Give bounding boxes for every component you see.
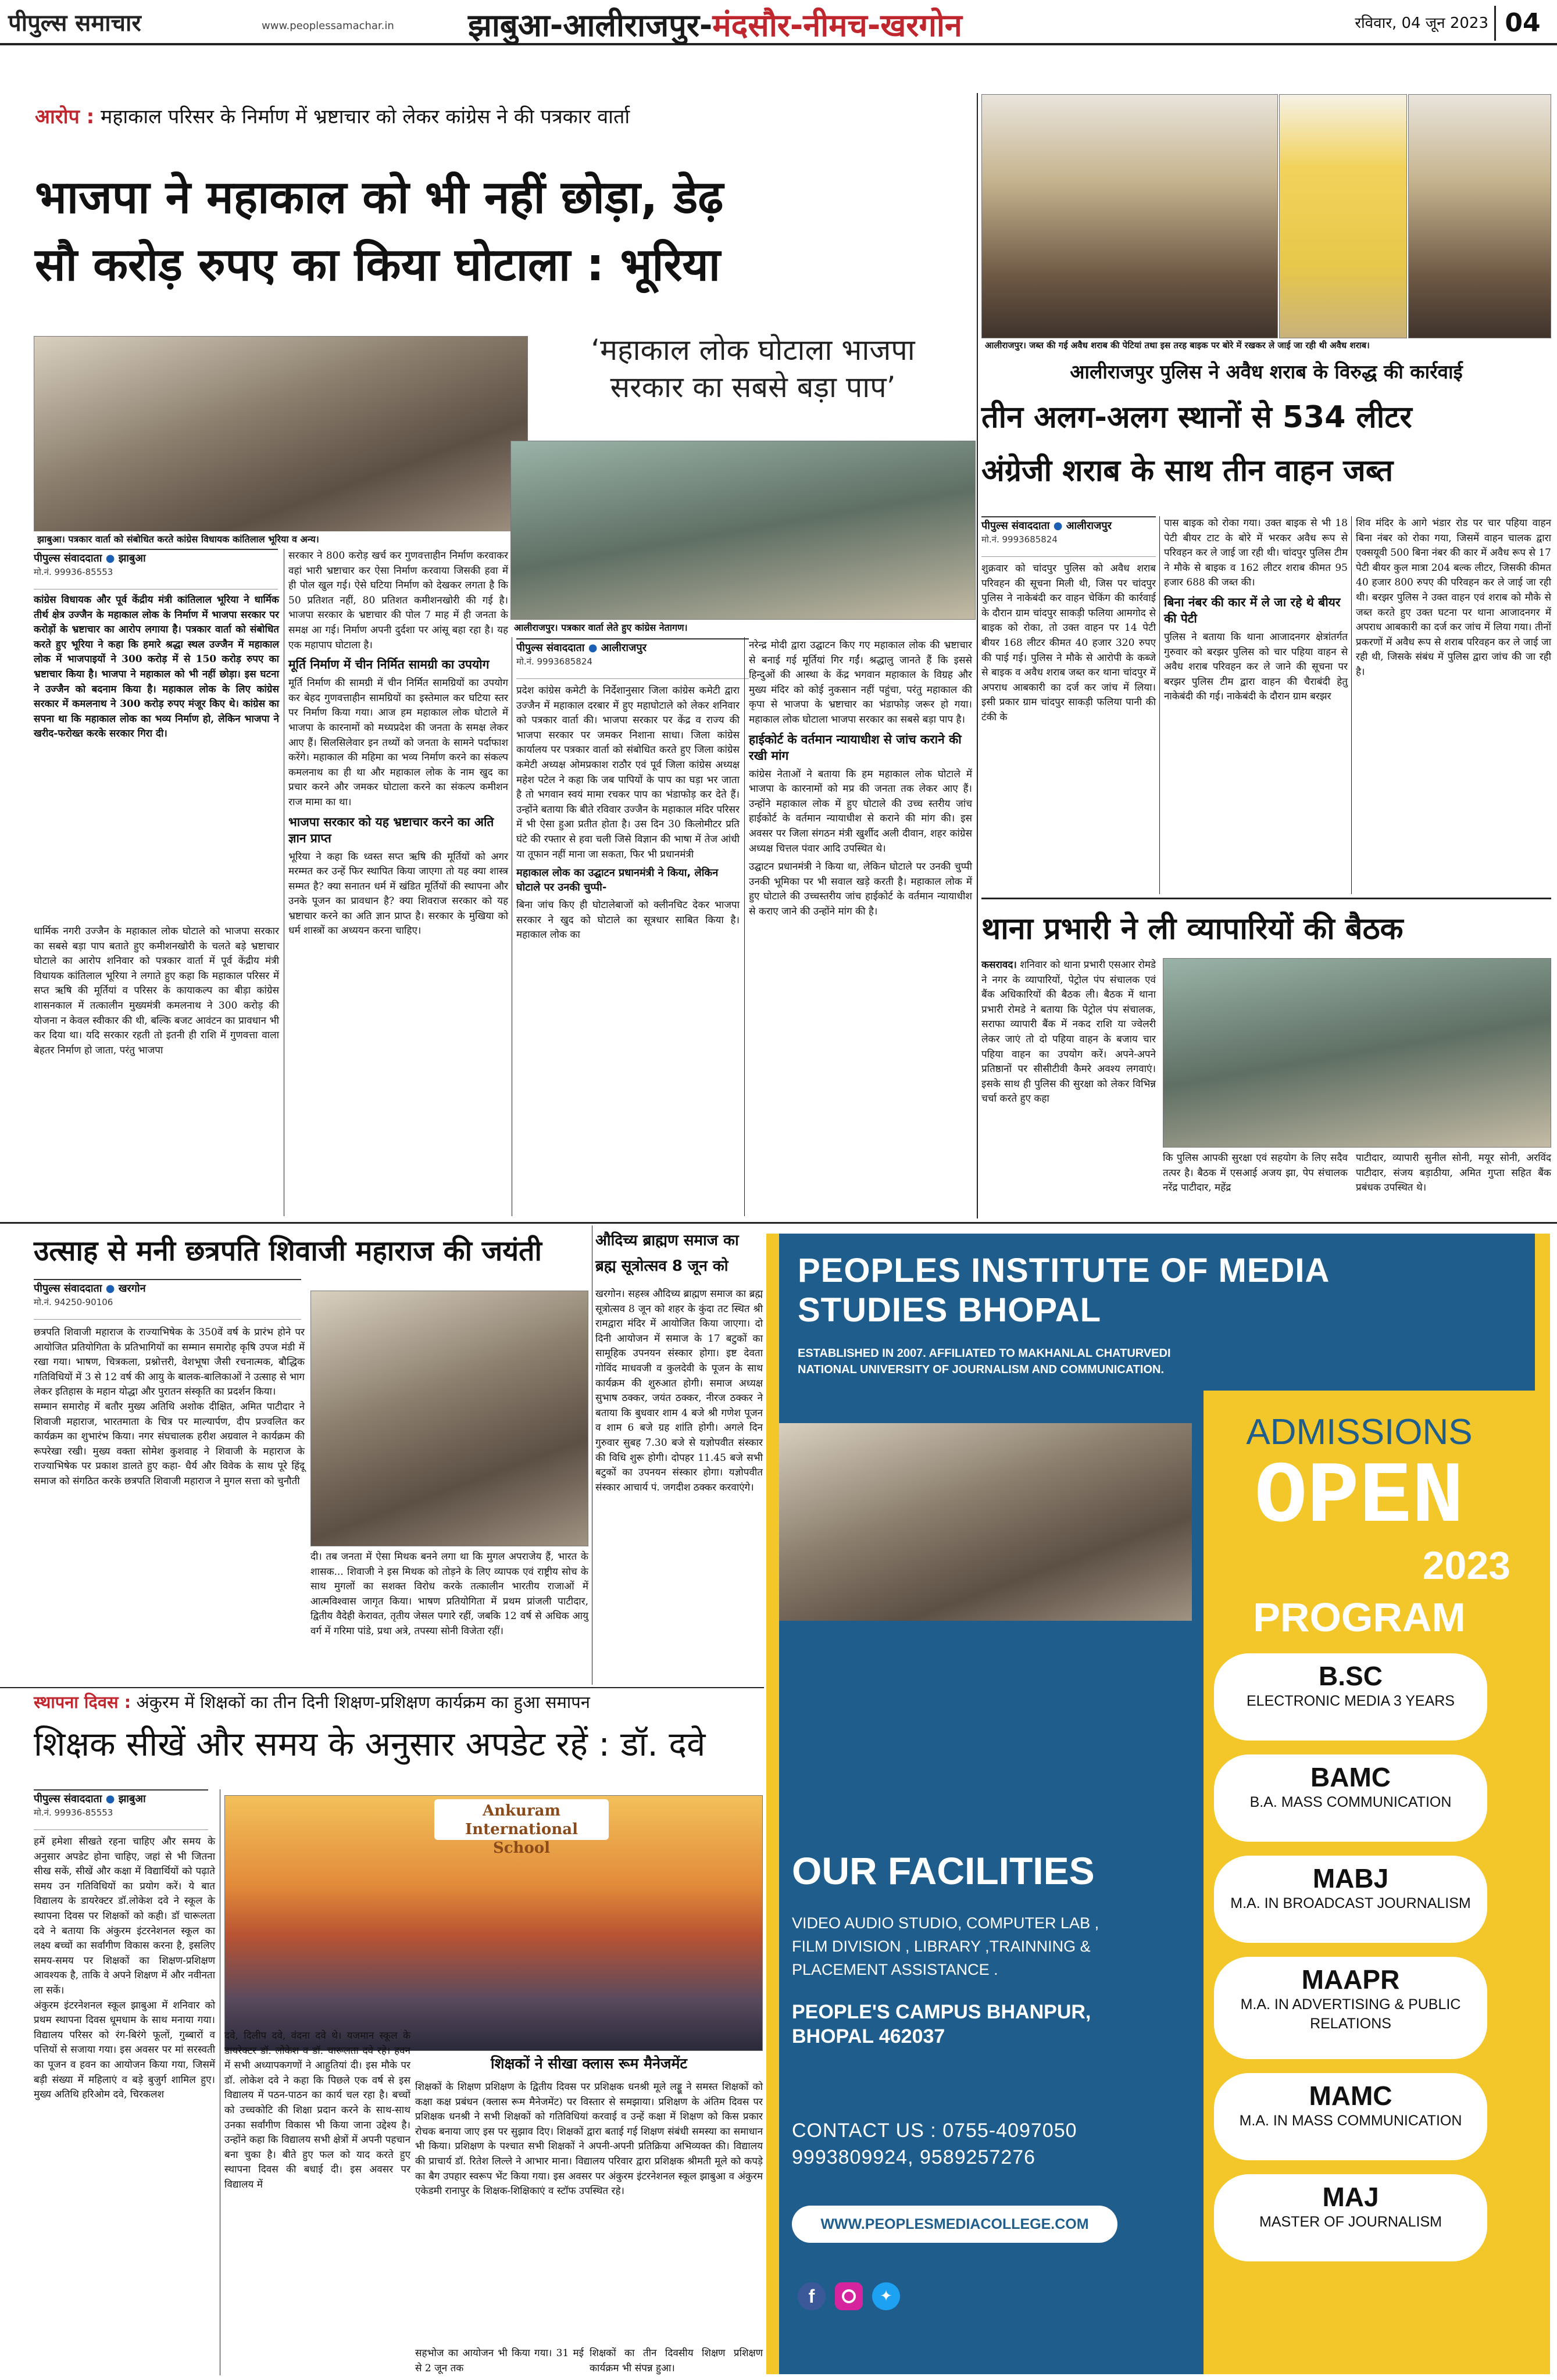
ad-address: PEOPLE'S CAMPUS BHANPUR, BHOPAL 462037 [792, 2001, 1091, 2047]
ad-facilities: VIDEO AUDIO STUDIO, COMPUTER LAB , FILM DIVISION , LIBRARY ,TRAINNING & PLACEMENT ASSISTANCE . [792, 1914, 1099, 1978]
story5-body: खरगोन। सहस्त्र औदिच्य ब्राह्मण समाज का ब्रह्म सूत्रोत्सव 8 जून को शहर के कुंदा तट स्थित श्री रामद्वारा मंदिर में आयोजित किया जाएगा। दो दिनी आयोजन में समाज के 17 बटुकों का सामूहिक उपनयन संस्कार होगा। इष्ट देवता गोविंद माधवजी व कुलदेवी के पूजन के साथ कार्यक्रम की शुरुआत होगी। समाज अध्यक्ष सुभाष ठक्कर, जयंत ठक्कर, नीरज ठक्कर ने बताया कि बुधवार शाम 4 बजे श्री गणेश पूजन व शाम 6 बजे ग्रह शांति होगी। अगले दिन गुरुवार सुबह 7.30 बजे से यज्ञोपवीत संस्कार की विधि शुरू होगी। दोपहर 11.45 बजे सभी बटुकों का उपनयन संस्कार होगा। यज्ञोपवीत संस्कार आचार्य पं. जगदीश ठक्कर करवाएंगे। [595, 1288, 763, 1493]
ad-title: PEOPLES INSTITUTE OF MEDIA STUDIES BHOPAL [798, 1252, 1330, 1329]
story6-col2: दवे, दिलीप दवे, वंदना दवे थे। यजमान स्कूल के डायरेक्टर डॉ. लोकेश व डॉ. चारूलता दवे रहे। हवन में सभी अध्यापकगणों ने आहुतियां दी। इस मौके पर डॉ. लोकेश दवे ने कहा कि पिछले एक वर्ष से इस विद्यालय में पठन-पाठन का कार्य चल रहा है। बच्चों को उच्चकोटि की शिक्षा प्रदान करने के साथ-साथ उनका सर्वांगीण विकास भी किया जाना उद्देश्य है। उन्होंने कहा कि विद्यालय सभी क्षेत्रों में अपनी पहचान बना चुका है। बीते हुए फल को याद करते हुए स्थापना दिवस की बधाई दी। इस अवसर पर विद्यालय में [224, 2030, 410, 2190]
story2-photo-boxes [981, 94, 1278, 338]
story1-photo1 [34, 336, 528, 534]
story3-photo [1163, 958, 1551, 1148]
program-bsc: B.SC ELECTRONIC MEDIA 3 YEARS [1214, 1653, 1487, 1741]
story1-col4: नरेन्द्र मोदी द्वारा उद्घाटन किए गए महाकाल लोक की भ्रष्टाचार से बनाई गई मूर्तियां गिर गईं। श्रद्धालु जानते हैं कि इससे हिन्दुओं की आस्था के केंद्र भगवान महाकाल के विग्रह और मुख्य मंदिर को कोई नुकसान नहीं पहुंचा, परंतु महाकाल की कृपा से भाजपा के भ्रष्टाचार का भंडाफोड़ जरूर हो गया। महाकाल लोक घोटाला भाजपा सरकार का सबसे बड़ा पाप है। हाईकोर्ट के वर्तमान न्यायाधीश से जांच कराने की रखी मांग कांग्रेस नेताओं ने बताया कि हम महाकाल लोक घोटाले में भाजपा के कारनामों को मप्र की जनता तक लेकर आए हैं। उन्होंने महाकाल लोक में हुए घोटाले की उच्च स्तरीय जांच हाईकोर्ट के वर्तमान न्यायाधीश से कराने की मांग की। इस अवसर पर जिला संगठन मंत्री खुर्शीद अली दीवान, शहर कांग्रेस अध्यक्ष चित्तल पंवार आदि उपस्थित थे। उद्घाटन प्रधानमंत्री ने किया था, लेकिन घोटाले पर उनकी चुप्पी उनकी भूमिका पर भी सवाल खड़े करती है। महाकाल लोक में हुए घोटाले की उच्चस्तरीय जांच हाईकोर्ट के वर्तमान न्यायाधीश से कराए जाने की उन्होंने मांग की है। [749, 639, 972, 917]
program-maj: MAJ MASTER OF JOURNALISM [1214, 2174, 1487, 2261]
program-mamc: MAMC M.A. IN MASS COMMUNICATION [1214, 2073, 1487, 2160]
story1-col2: सरकार ने 800 करोड़ खर्च कर गुणवत्ताहीन निर्माण करवाकर वहां भारी भ्रष्टाचार कर ऐसा निर्माण करवाया जिसकी हवा में ही पोल खुल गई। ऐसे घटिया निर्माण को देखकर लगता है कि 50 प्रतिशत नहीं, 80 प्रतिशत कमीशनखोरी की गई है। भाजपा सरकार के भ्रष्टाचार की पोल 7 माह में ही जनता के समक्ष आ गई। निर्माण अपनी दुर्दशा पर आंसू बहा रहा है। यह एक महापाप घोटाला है। मूर्ति निर्माण में चीन निर्मित सामग्री का उपयोग मूर्ति निर्माण की सामग्री में चीन निर्मित सामग्रियों का उपयोग कर बेहद गुणवत्ताहीन सामग्रियों का इस्तेमाल कर घटिया स्तर पर निर्माण किया गया। आज हम महाकाल लोक घोटाले में भाजपा के कारनामों को मध्यप्रदेश की जनता के समक्ष लेकर आए हैं। सिलसिलेवार इन तथ्यों को जनता के सामने पर्दाफाश करेंगे। महाकाल की महिमा का भव्य निर्माण करने का संकल्प कमलनाथ का ही था और महाकाल लोक के नाम खुद का प्रचार करने और जमकर घोटाला करने का संकल्प कमीशन राज मामा का था। भाजपा सरकार को यह भ्रष्टाचार करने का अति ज्ञान प्राप्त भूरिया ने कहा कि ध्वस्त सप्त ऋषि की मूर्तियों को अगर मरम्मत कर उन्हें फिर स्थापित किया जाएगा तो यह क्या शास्त्र सम्मत है? क्या सनातन धर्म में खंडित मूर्तियों की स्थापना और उनके पूजन का प्रावधान है? क्या शिवराज सरकार को यह भ्रष्टाचार करने का अति ज्ञान प्राप्त है। सरकार के मुखिया को धर्म शास्त्रों का अध्ययन करना चाहिए। [288, 550, 508, 937]
story1-quote: ‘महाकाल लोक घोटाला भाजपा सरकार का सबसे बड़ा पाप’ [591, 333, 915, 404]
program-mabj: MABJ M.A. IN BROADCAST JOURNALISM [1214, 1856, 1487, 1943]
story2-col2: पास बाइक को रोका गया। उक्त बाइक से भी 18 पेटी बीयर टाट के बोरे में भरकर अवैध रूप से परिवहन कर ले जाई जा रही थी। चांदपुर पुलिस टीम ने मौके से बाइक व 162 लीटर शराब कीमत 95 हजार 688 की जब्त की। बिना नंबर की कार में ले जा रहे थे बीयर की पेटी पुलिस ने बताया कि थाना आजादनगर क्षेत्रांतर्गत गुरुवार को बरझर पुलिस को चार पहिया वाहन से अवैध शराब परिवहन कर ले जाने की सूचना पर बरझर पुलिस टीम द्वारा वाहन की चैराबंदी हेतु नाकेबंदी की गई। नाकेबंदी के दौरान ग्राम बरझर [1164, 517, 1348, 703]
masthead [0, 0, 1557, 45]
story4-headline: उत्साह से मनी छत्रपति शिवाजी महाराज की जयंती [34, 1235, 542, 1267]
story4-col1: छत्रपति शिवाजी महाराज के राज्याभिषेक के 350वें वर्ष के प्रारंभ होने पर आयोजित प्रतियोगिता के प्रतिभागियों का सम्मान समारोह कृषि उपज मंडी में रखा गया। भाषण, चित्रकला, प्रश्नोत्तरी, वेशभूषा जैसी रचनात्मक, बौद्धिक गतिविधियों में 3 से 12 वर्ष की आयु के बालक-बालिकाओं ने उत्साह से भाग लेकर इतिहास के महान योद्धा और पुरातन संस्कृति का प्रदर्शन किया। सम्मान समारोह में बतौर मुख्य अतिथि अशोक दीक्षित, अमित पाटीदार ने शिवाजी महाराज, भारतमाता के चित्र पर माल्यार्पण, दीप प्रज्वलित कर कार्यक्रम का शुभारंभ किया। नगर संघचालक हरीश अग्रवाल ने कार्यक्रम की रूपरेखा रखी। मुख्य वक्ता सोमेश कुशवाह ने शिवाजी के महाराज के राज्याभिषेक पर प्रकाश डालते हुए कहा- धैर्य और विवेक के साथ पूरे हिंदू समाज को संगठित करके छत्रपति शिवाजी महाराज ने मुगल सत्ता को चुनौती [34, 1327, 305, 1487]
story1-col3: प्रदेश कांग्रेस कमेटी के निर्देशानुसार जिला कांग्रेस कमेटी द्वारा उज्जैन में महाकाल दरबार में हुए महाघोटाले को लेकर शनिवार को पत्रकार वार्ता की। भाजपा सरकार पर केंद्र व राज्य की भाजपा सरकार पर जमकर निशाना साधा। जिला कांग्रेस कार्यालय पर पत्रकार वार्ता को संबोधित करते हुए जिला कांग्रेस कमेटी अध्यक्ष ओमप्रकाश राठौर एवं पूर्व जिला कांग्रेस अध्यक्ष महेश पटेल ने कहा कि जब पापियों के पाप का घड़ा भर जाता है तो भगवान स्वयं मामा रचकर पाप का भंडाफोड़ कर देते हैं। उन्होंने बताया कि बीते रविवार उज्जैन के महाकाल मंदिर परिसर में भी ऐसा हुआ प्रतीत होता है। उस दिन 30 किलोमीटर प्रति घंटे की रफ्तार से हवा चली जिसे विज्ञान की भाषा में तेज आंधी या तूफान नहीं माना जा सकता, फिर भी प्रधानमंत्री महाकाल लोक का उद्घाटन प्रधानमंत्री ने किया, लेकिन घोटाले पर उनकी चुप्पी- बिना जांच किए ही घोटालेबाजों को क्लीनचिट देकर भाजपा सरकार ने खुद को घोटाले का सूत्रधार साबित किया है। महाकाल लोक का [516, 685, 740, 941]
story2-kicker: आलीराजपुर पुलिस ने अवैध शराब के विरुद्ध की कार्रवाई [1070, 360, 1463, 383]
story1-byline1: पीपुल्स संवाददाता ● झाबुआ मो.नं. 99936-85553 [34, 549, 278, 589]
website-text: www.peoplessamachar.in [262, 20, 394, 32]
story6-headline: शिक्षक सीखें और समय के अनुसार अपडेट रहें : डॉ. दवे [34, 1724, 706, 1764]
school-banner: Ankuram International School [434, 1799, 609, 1840]
story1-byline2: पीपुल्स संवाददाता ● आलीराजपुर मो.नं. 9993685824 [516, 638, 749, 679]
twitter-icon[interactable]: ✦ [872, 2282, 900, 2310]
story1-photo2 [510, 441, 976, 620]
story6-col1: हमें हमेशा सीखते रहना चाहिए और समय के अनुसार अपडेट होना चाहिए, जहां से भी जितना सीख सकें, सीखें और कक्षा में विद्यार्थियों को पढ़ाते समय उन गतिविधियों का प्रयोग करें। ये बात विद्यालय के डायरेक्टर डॉ.लोकेश दवे ने स्कूल के स्थापना दिवस पर शिक्षकों को कही। डॉ चारूलता दवे ने बताया कि अंकुरम इंटरनेशनल स्कूल का लक्ष्य बच्चों का सर्वांगीण विकास करना है, इसलिए समय-समय पर शिक्षकों का शिक्षण-प्रशिक्षण आवश्यक है, ताकि वे अपने शिक्षण में और नवीनता ला सकें। अंकुरम इंटरनेशनल स्कूल झाबुआ में शनिवार को प्रथम स्थापना दिवस धूमधाम के साथ मनाया गया। विद्यालय परिसर को रंग-बिरंगे फूलों, गुब्बारों व पत्तियों से सजाया गया। इस अवसर पर मां सरस्वती का पूजन व हवन का आयोजन किया गया, जिसमें बड़ी संख्या में महिलाएं व बड़े बुजुर्ग शामिल हुए। मुख्य अतिथि हरिओम दवे, चिरकलश [34, 1836, 215, 2101]
story4-col2: दी। तब जनता में ऐसा मिथक बनने लगा था कि मुगल अपराजेय हैं, भारत के शासक... शिवाजी ने इस मिथक को तोड़ने के लिए व्यापक एवं राष्ट्रीय सोच के साथ मुगलों का सशक्त विरोध करके तत्कालीन भारतीय राजाओं में आत्मविश्वास जागृत किया। भाषण प्रतियोगिता में प्रथम प्रांजली पाटीदार, द्वितीय वैदेही केरावत, तृतीय जेसल पगारे रहीं, जबकि 12 वर्ष से अधिक आयु वर्ग में गरिमा पांडे, प्रथा अत्रे, तपस्या सोनी विजेता रहीं। [310, 1551, 588, 1637]
brand-logo: पीपुल्स समाचार [8, 10, 141, 37]
story4-photo [310, 1291, 588, 1546]
story4-byline: पीपुल्स संवाददाता ● खरगोन मो.नं. 94250-90106 [34, 1279, 301, 1320]
story2-photo-door [1279, 94, 1407, 338]
story2-photo-bike [1408, 94, 1551, 338]
story6-byline: पीपुल्स संवाददाता ● झाबुआ मो.नं. 99936-85553 [34, 1789, 208, 1830]
issue-date: रविवार, 04 जून 2023 [1355, 15, 1488, 32]
story1-headline: भाजपा ने महाकाल को भी नहीं छोड़ा, डेढ़ सौ करोड़ रुपए का किया घोटाला : भूरिया [35, 171, 724, 291]
ad-website[interactable]: WWW.PEOPLESMEDIACOLLEGE.COM [792, 2206, 1117, 2243]
ad-students-photo [779, 1423, 1192, 1621]
ad-open: OPEN [1254, 1449, 1465, 1548]
ad-established: ESTABLISHED IN 2007. AFFILIATED TO MAKHANLAL CHATURVEDI NATIONAL UNIVERSITY OF JOURNALISM AND COMMUNICATION. [798, 1347, 1171, 1376]
story6-photo [224, 1795, 763, 2051]
story2-col1: शुक्रवार को चांदपुर पुलिस को अवैध शराब परिवहन की सूचना मिली थी, जिस पर चांदपुर पुलिस ने नाकेबंदी कर वाहन चेकिंग की कार्रवाई के दौरान ग्राम चांदपुर साकड़ी फलिया आमगोद से बाइक को रोका, तो उक्त वाहन पर 14 पेटी बीयर 168 लीटर कीमत 40 हजार 320 रुपए की पाई गई। पुलिस ने मौके से आरोपी के कब्जे से बाइक व अवैध शराब जब्त कर थाना चांदपुर में अपराध आबकारी का दर्ज कर जांच में लिया। इसी प्रकार ग्राम चांदपुर साकड़ी फलिया पानी की टंकी के [981, 563, 1156, 723]
facebook-icon[interactable]: f [798, 2282, 826, 2310]
story3-col3: पाटीदार, व्यापारी सुनील सोनी, मयूर सोनी, अरविंद पाटीदार, संजय बड़ाठीया, अमित गुप्ता सहित बैंक प्रबंधक उपस्थित थे। [1356, 1152, 1551, 1194]
story1-lead: कांग्रेस विधायक और पूर्व केंद्रीय मंत्री कांतिलाल भूरिया ने धार्मिक तीर्थ क्षेत्र उज्जैन के महाकाल लोक के निर्माण में भाजपा सरकार पर करोड़ों के भ्रष्टाचार का आरोप लगाया है। पत्रकार वार्ता को संबोधित करते हुए भूरिया ने कहा कि हमारे श्रद्धा स्थल उज्जैन में महाकाल लोक में भाजपाइयों ने 300 करोड़ में से 150 करोड़ रुपए का भ्रष्टाचार किया है। भाजपा ने महाकाल को भी नहीं छोड़ा। इस घटना ने उज्जैन को बदनाम किया है। महाकाल लोक के लिए कांग्रेस सरकार में कमलनाथ ने 300 करोड़ रुपए मंजूर किए थे। कांग्रेस का सपना था कि महाकाल लोक का भव्य निर्माण हो, लेकिन भाजपा ने खरीद-फरोख्त करके सरकार गिरा दी। [34, 594, 279, 740]
story3-col1: कसरावद। शनिवार को थाना प्रभारी एसआर रोमडे ने नगर के व्यापारियों, पेट्रोल पंप संचालक एवं बैंक अधिकारियों की बैठक ली। बैठक में थाना प्रभारी रोमडे ने बताया कि पेट्रोल पंप संचालक, सराफा व्यापारी बैंक में नकद राशि या ज्वेलरी लेकर जाएं तो दो पहिया वाहन के बजाय चार पहिया वाहन का उपयोग करें। अपने-अपने प्रतिष्ठानों पर सीसीटीवी कैमरे अवश्य लगवाएं। इसके साथ ही पुलिस की सुरक्षा को लेकर विभिन्न चर्चा करते हुए कहा [981, 959, 1156, 1105]
ad-facilities-title: OUR FACILITIES [792, 1849, 1095, 1892]
story3-headline: थाना प्रभारी ने ली व्यापारियों की बैठक [981, 912, 1404, 946]
instagram-icon[interactable] [835, 2282, 863, 2310]
program-bamc: BAMC B.A. MASS COMMUNICATION [1214, 1754, 1487, 1842]
ad-contact: CONTACT US : 0755-4097050 9993809924, 9589257276 [792, 2120, 1077, 2168]
story2-col3: शिव मंदिर के आगे भंडार रोड पर चार पहिया वाहन बिना नंबर को रोका गया, जिसमें वाहन चालक द्वारा एक्सयूवी 500 बिना नंबर की कार में अवैध रूप से 17 पेटी बीयर कुल मात्रा 204 बल्क लीटर, जिसकी कीमत 40 हजार 800 रुपए की परिवहन कर ले जाई जा रही थी। बरझर पुलिस ने उक्त वाहन एवं शराब को मौके से जब्त करते हुए उक्त घटना पर थाना आजादनगर में अपराध आबकारी का दर्ज कर जांच में लिया गया। तीनों प्रकरणों में अवैध रूप से शराब परिवहन कर ले जाई जा रही थी, जिसके संबंध में पुलिस द्वारा जांच की जा रही है। [1356, 517, 1551, 678]
story2-byline: पीपुल्स संवाददाता ● आलीराजपुर मो.नं. 9993685824 [981, 516, 1156, 557]
ad-program-label: PROGRAM [1253, 1595, 1466, 1640]
ad-admissions: ADMISSIONS [1246, 1412, 1473, 1452]
story1-photo1-caption: झाबुआ। पत्रकार वार्ता को संबोधित करते कांग्रेस विधायक कांतिलाल भूरिया व अन्य। [34, 531, 528, 546]
page-number: 04 [1494, 6, 1549, 41]
story2-photo-caption: आलीराजपुर। जब्त की गई अवैध शराब की पेटियां तथा इस तरह बाइक पर बोरे में रखकर ले जाई जा रही थी अवैध शराब। [981, 338, 1551, 352]
story6-tail1: सहभोज का आयोजन भी किया गया। 31 मई से 2 जून तक [415, 2347, 584, 2374]
media-institute-ad [766, 1234, 1550, 2374]
story6-col3: शिक्षकों के शिक्षण प्रशिक्षण के द्वितीय दिवस पर प्रशिक्षक धनश्री मूले लड्डू ने समस्त शिक्षकों को कक्षा कक्ष प्रबंधन (क्लास रूम मैनेजमेंट) पर विस्तार से समझाया। प्रशिक्षण के अंतिम दिवस पर प्रशिक्षक धनश्री ने सभी शिक्षकों को गतिविधियां करवाई व उन्हें कक्षा में शिक्षण को किस प्रकार रोचक बनाया जाए इस पर सुझाव दिए। शिक्षकों द्वारा बताई गई शिक्षण संबंधी समस्या का समाधान भी किया। प्रशिक्षण के पश्चात सभी शिक्षकों ने अपनी-अपनी प्रतिक्रिया अभिव्यक्त की। विद्यालय की प्राचार्य डॉ. रितेश लिल्ले ने आभार माना। विद्यालय परिवार द्वारा प्रशिक्षक श्रीमती मूले को कपड़े का बैग उपहार स्वरूप भेंट किया गया। इस अवसर पर अंकुरम इंटरनेशनल स्कूल झाबुआ व अंकुरम एकेडमी रानापुर के शिक्षक-शिक्षिकाएं व स्टॉफ उपस्थित रहे। [415, 2081, 763, 2197]
story2-headline: तीन अलग-अलग स्थानों से 534 लीटर अंग्रेजी शराब के साथ तीन वाहन जब्त [981, 400, 1412, 488]
story1-kicker: आरोप : महाकाल परिसर के निर्माण में भ्रष्टाचार को लेकर कांग्रेस ने की पत्रकार वार्ता [35, 105, 630, 128]
story5-headline: औदिच्य ब्राह्मण समाज का ब्रह्म सूत्रोत्सव 8 जून को [595, 1232, 739, 1275]
ad-year: 2023 [1422, 1543, 1510, 1588]
story6-kicker: स्थापना दिवस : अंकुरम में शिक्षकों का तीन दिनी शिक्षण-प्रशिक्षण कार्यक्रम का हुआ समापन [34, 1692, 590, 1712]
program-maapr: MAAPR M.A. IN ADVERTISING & PUBLIC RELATIONS [1214, 1957, 1487, 2059]
story6-photo-caption: शिक्षकों ने सीखा क्लास रूम मैनेजमेंट [490, 2055, 688, 2072]
story1-col1: धार्मिक नगरी उज्जैन के महाकाल लोक घोटाले को भाजपा सरकार का सबसे बड़ा पाप बताते हुए कमीशनखोरी के चलते बड़े भ्रष्टाचार घोटाले का आरोप शनिवार को पत्रकार वार्ता में पूर्व केंद्रीय मंत्री विधायक कांतिलाल भूरिया ने लगाते हुए कहा कि महाकाल परिसर में सप्त ऋषि की मूर्तियां व परिसर के कायाकल्प का बीड़ा कांग्रेस शासनकाल में तत्कालीन मुख्यमंत्री कमलनाथ ने 300 करोड़ की योजना न केवल स्वीकार की थी, बल्कि बजट आवंटन का प्रावधान भी कर दिया था। यदि सरकार रहती तो इतनी ही राशि में गुणवत्ता वाला बेहतर निर्माण हो जाता, परंतु भाजपा [34, 925, 279, 1056]
story6-tail2: शिक्षकों का तीन दिवसीय शिक्षण प्रशिक्षण कार्यक्रम भी संपन्न हुआ। [590, 2347, 763, 2374]
region-title: झाबुआ-आलीराजपुर-मंदसौर-नीमच-खरगोन [468, 7, 962, 44]
story3-col2: कि पुलिस आपकी सुरक्षा एवं सहयोग के लिए सदैव तत्पर है। बैठक में एसआई अजय झा, पेप संचालक नरेंद्र पाटीदार, महेंद्र [1163, 1152, 1348, 1194]
story1-photo2-caption: आलीराजपुर। पत्रकार वार्ता लेते हुए कांग्रेस नेतागण। [510, 620, 976, 635]
